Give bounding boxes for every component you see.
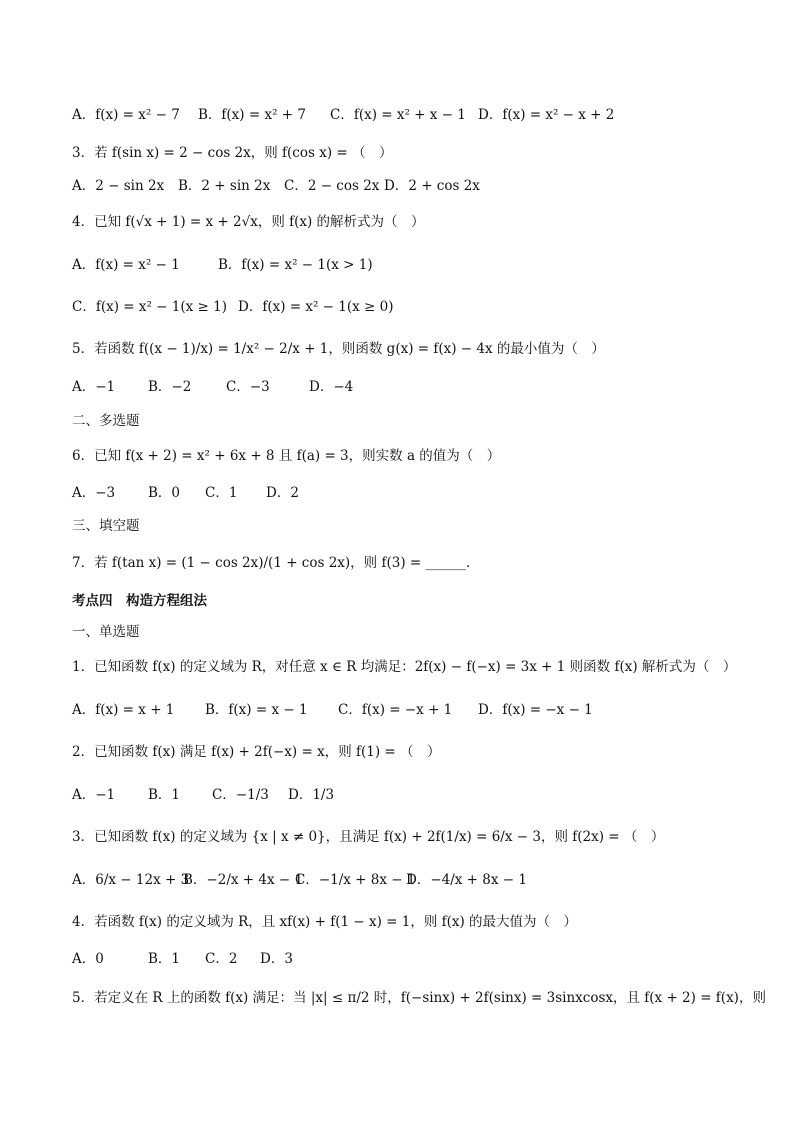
answer-choice: A．f(x) = x + 1 — [72, 702, 175, 718]
answer-choice: B．f(x) = x − 1 — [205, 702, 308, 718]
question-text: 5．若定义在 R 上的函数 f(x) 满足：当 |x| ≤ π/2 时，f(−sinx) + 2f(sinx) = 3sinxcosx，且 f(x + 2) = f(x)，则 — [72, 990, 766, 1006]
section-heading: 一、单选题 — [72, 624, 140, 640]
section-heading: 考点四 构造方程组法 — [72, 593, 207, 609]
answer-choice: D．f(x) = −x − 1 — [478, 702, 593, 718]
question-text: 1．已知函数 f(x) 的定义域为 R，对任意 x ∈ R 均满足：2f(x) − f(−x) = 3x + 1 则函数 f(x) 解析式为（ ） — [72, 659, 737, 675]
answer-choice: D．−4/x + 8x − 1 — [406, 872, 527, 888]
question-text: 4．已知 f(√x + 1) = x + 2√x，则 f(x) 的解析式为（ ） — [72, 214, 425, 230]
answer-choice: B．2 + sin 2x — [178, 178, 271, 194]
answer-choice: D．f(x) = x² − 1(x ≥ 0) — [238, 299, 394, 315]
answer-choice: B．1 — [148, 787, 181, 803]
answer-choice: C．−1/3 — [212, 787, 269, 803]
answer-choice: C．1 — [205, 485, 238, 501]
answer-choice: C．f(x) = x² − 1(x ≥ 1) — [72, 299, 228, 315]
question-text: 5．若函数 f((x − 1)/x) = 1/x² − 2/x + 1，则函数 g(x) = f(x) − 4x 的最小值为（ ） — [72, 341, 605, 357]
answer-choice: A．f(x) = x² − 1 — [72, 257, 180, 273]
answer-choice: A．6/x − 12x + 3 — [72, 872, 190, 888]
answer-choice: C．f(x) = −x + 1 — [338, 702, 453, 718]
answer-choice: C．2 − cos 2x — [284, 178, 380, 194]
answer-choice: A．−1 — [72, 787, 116, 803]
answer-choice: B．−2/x + 4x − 1 — [183, 872, 304, 888]
question-text: 6．已知 f(x + 2) = x² + 6x + 8 且 f(a) = 3，则实数 a 的值为（ ） — [72, 448, 501, 464]
question-text: 2．已知函数 f(x) 满足 f(x) + 2f(−x) = x，则 f(1) = （ ） — [72, 744, 441, 760]
answer-choice: A．f(x) = x² − 7 — [72, 107, 180, 123]
answer-choice: D．2 — [266, 485, 299, 501]
answer-choice: C．−1/x + 8x − 1 — [295, 872, 416, 888]
answer-choice: D．2 + cos 2x — [384, 178, 480, 194]
answer-choice: B．f(x) = x² − 1(x > 1) — [218, 257, 373, 273]
answer-choice: D．f(x) = x² − x + 2 — [478, 107, 615, 123]
answer-choice: B．1 — [148, 951, 181, 967]
section-heading: 二、多选题 — [72, 413, 140, 429]
section-heading: 三、填空题 — [72, 518, 140, 534]
answer-choice: D．3 — [260, 951, 293, 967]
answer-choice: C．f(x) = x² + x − 1 — [330, 107, 466, 123]
answer-choice: A．0 — [72, 951, 104, 967]
answer-choice: A．2 − sin 2x — [72, 178, 165, 194]
answer-choice: B．−2 — [148, 379, 192, 395]
answer-choice: A．−1 — [72, 379, 116, 395]
answer-choice: C．2 — [205, 951, 238, 967]
question-text: 7．若 f(tan x) = (1 − cos 2x)/(1 + cos 2x)，则 f(3) = ______. — [72, 555, 471, 571]
answer-choice: B．f(x) = x² + 7 — [198, 107, 306, 123]
answer-choice: B．0 — [148, 485, 181, 501]
answer-choice: D．−4 — [309, 379, 354, 395]
answer-choice: A．−3 — [72, 485, 116, 501]
answer-choice: C．−3 — [226, 379, 270, 395]
question-text: 4．若函数 f(x) 的定义域为 R，且 xf(x) + f(1 − x) = 1，则 f(x) 的最大值为（ ） — [72, 914, 578, 930]
question-text: 3．若 f(sin x) = 2 − cos 2x，则 f(cos x) = （ ） — [72, 145, 393, 161]
question-text: 3．已知函数 f(x) 的定义域为 {x | x ≠ 0}，且满足 f(x) + 2f(1/x) = 6/x − 3，则 f(2x) = （ ） — [72, 829, 665, 845]
answer-choice: D．1/3 — [288, 787, 335, 803]
